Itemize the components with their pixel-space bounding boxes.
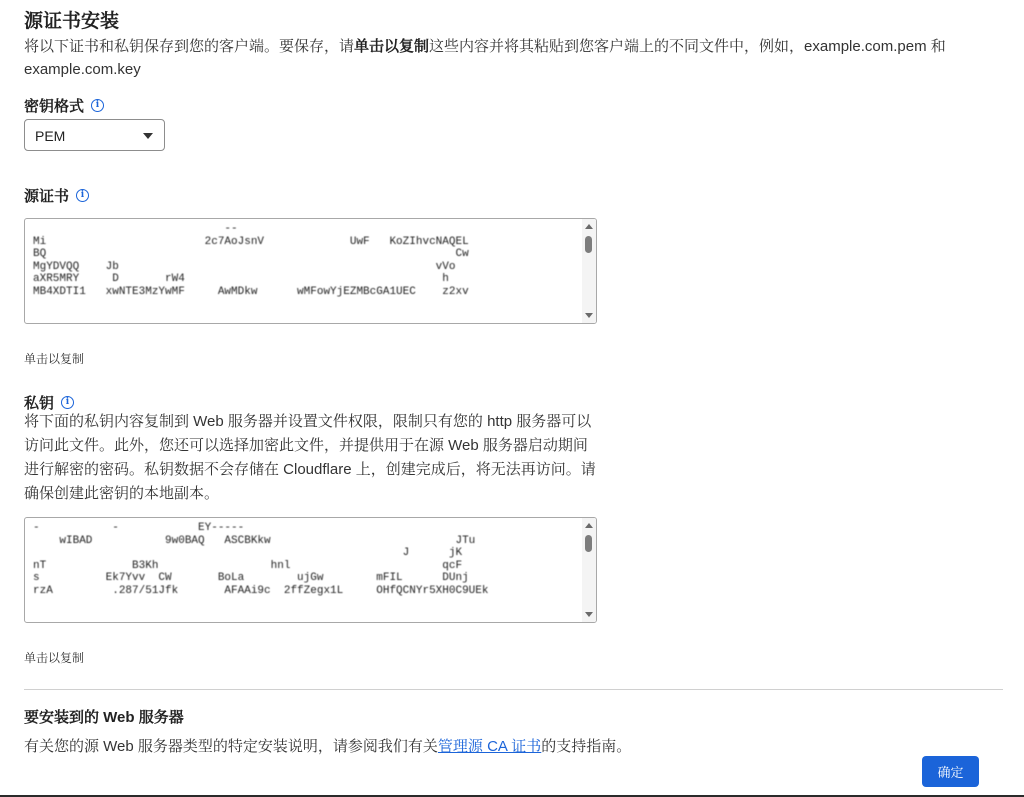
server-section-title: 要安装到的 Web 服务器 (24, 709, 184, 726)
origin-cert-textarea[interactable] (24, 218, 597, 324)
scrollbar[interactable] (582, 518, 596, 622)
server-section-desc (24, 735, 631, 756)
info-icon[interactable]: i (61, 396, 74, 409)
private-key-content[interactable]: - - EY----- wIBAD 9w0BAQ ASCBKkw JTu J jK nT B3Kh hnl qcF s Ek7Yvv CW BoLa ujGw mFIL DUnj rzA .287/51Jfk AFAAi9c 2ffZegx1L OHfQCNYr5XH0C9UEk (33, 522, 489, 597)
scroll-up-icon[interactable] (585, 224, 593, 229)
info-icon[interactable]: i (76, 189, 89, 202)
origin-cert-content[interactable]: -- Mi 2c7AoJsnV UwF KoZIhvcNAQEL BQ Cw MgYDVQQ Jb vVo aXR5MRY D rW4 h MB4XDTI1 xwNTE3MzYwMF AwMDkw wMFowYjEZMBcGA1UEC z2xv (33, 223, 469, 298)
origin-cert-label-text: 源证书 (24, 188, 70, 205)
intro-bold: 单击以复制 (354, 38, 430, 55)
server-desc-after: 的支持指南。 (541, 738, 632, 755)
scroll-thumb[interactable] (585, 535, 592, 552)
scroll-down-icon[interactable] (585, 313, 593, 318)
private-key-description: 将下面的私钥内容复制到 Web 服务器并设置文件权限，限制只有您的 http 服务器可以访问此文件。此外，您还可以选择加密此文件，并提供用于在源 Web 服务器启动期间进行解密的密码。私钥数据不会存储在 Cloudflare 上，创建完成后，将无法再访问。请确保创建此密钥的本地副本。 (24, 413, 596, 502)
copy-key-link[interactable]: 单击以复制 (24, 651, 85, 665)
key-format-selected: PEM (35, 128, 66, 144)
key-format-select[interactable] (24, 119, 165, 151)
scrollbar[interactable] (582, 219, 596, 323)
copy-cert-link[interactable]: 单击以复制 (24, 352, 85, 366)
manage-origin-ca-link[interactable]: 管理源 CA 证书 (437, 738, 542, 755)
scroll-down-icon[interactable] (585, 612, 593, 617)
origin-cert-label (24, 185, 89, 206)
intro-part2: 这些内容并将其粘贴到您客户端上的不同文件中，例如，example.com.pem 和 example.com.key (24, 38, 946, 78)
key-format-label-text: 密钥格式 (24, 98, 85, 115)
page-title: 源证书安装 (24, 11, 120, 32)
server-desc-before: 有关您的源 Web 服务器类型的特定安装说明，请参阅我们有关 (24, 738, 438, 755)
intro-part1: 将以下证书和私钥保存到您的客户端。要保存，请 (24, 38, 355, 55)
private-key-label-text: 私钥 (24, 395, 55, 412)
chevron-down-icon (143, 133, 153, 139)
scroll-thumb[interactable] (585, 236, 592, 253)
divider (24, 689, 1003, 690)
private-key-textarea[interactable] (24, 517, 597, 623)
scroll-up-icon[interactable] (585, 523, 593, 528)
info-icon[interactable]: i (91, 99, 104, 112)
key-format-label (24, 95, 104, 116)
intro-text (24, 35, 999, 81)
ok-button[interactable]: 确定 (922, 756, 979, 787)
